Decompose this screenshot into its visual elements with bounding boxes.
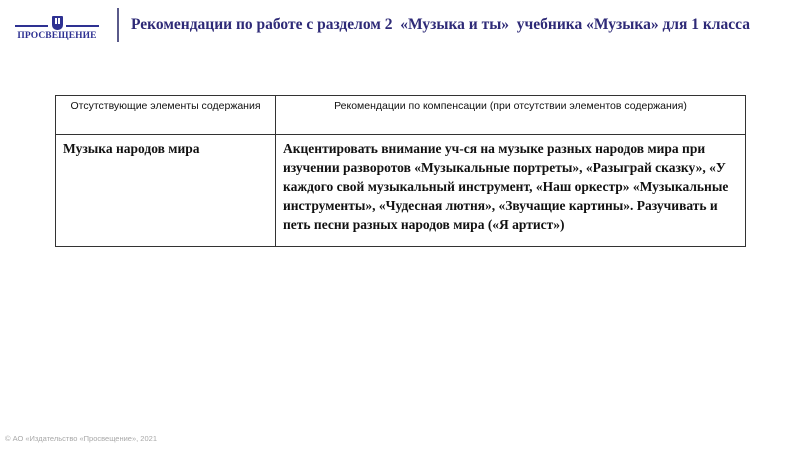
page-title: Рекомендации по работе с разделом 2 «Музыка и ты» учебника «Музыка» для 1 класса xyxy=(131,16,750,33)
logo-line-left xyxy=(15,25,48,27)
prosveshchenie-emblem-icon xyxy=(52,16,63,30)
publisher-logo xyxy=(12,10,102,46)
table-header-row xyxy=(56,96,746,135)
recommendations-table xyxy=(55,95,746,247)
logo-text: ПРОСВЕЩЕНИЕ xyxy=(17,31,97,41)
logo-graphic xyxy=(15,16,99,30)
header-divider xyxy=(117,8,119,42)
header-recommendations: Рекомендации по компенсации (при отсутствии элементов содержания) xyxy=(276,96,746,135)
copyright-footer: © АО «Издательство «Просвещение», 2021 xyxy=(5,434,157,443)
header-missing-elements: Отсутствующие элементы содержания xyxy=(56,96,276,135)
table-row xyxy=(56,135,746,247)
cell-missing-element: Музыка народов мира xyxy=(56,135,276,247)
cell-recommendation: Акцентировать внимание уч-ся на музыке разных народов мира при изучении разворотов «Музыкальные портреты», «Разыграй сказку», «У каждого свой музыкальный инструмент, «Наш оркестр» «Музыкальные инструменты», «Чудесная лютня», «Звучащие картины». Разучивать и петь песни разных народов мира («Я артист») xyxy=(276,135,746,247)
logo-line-right xyxy=(66,25,99,27)
